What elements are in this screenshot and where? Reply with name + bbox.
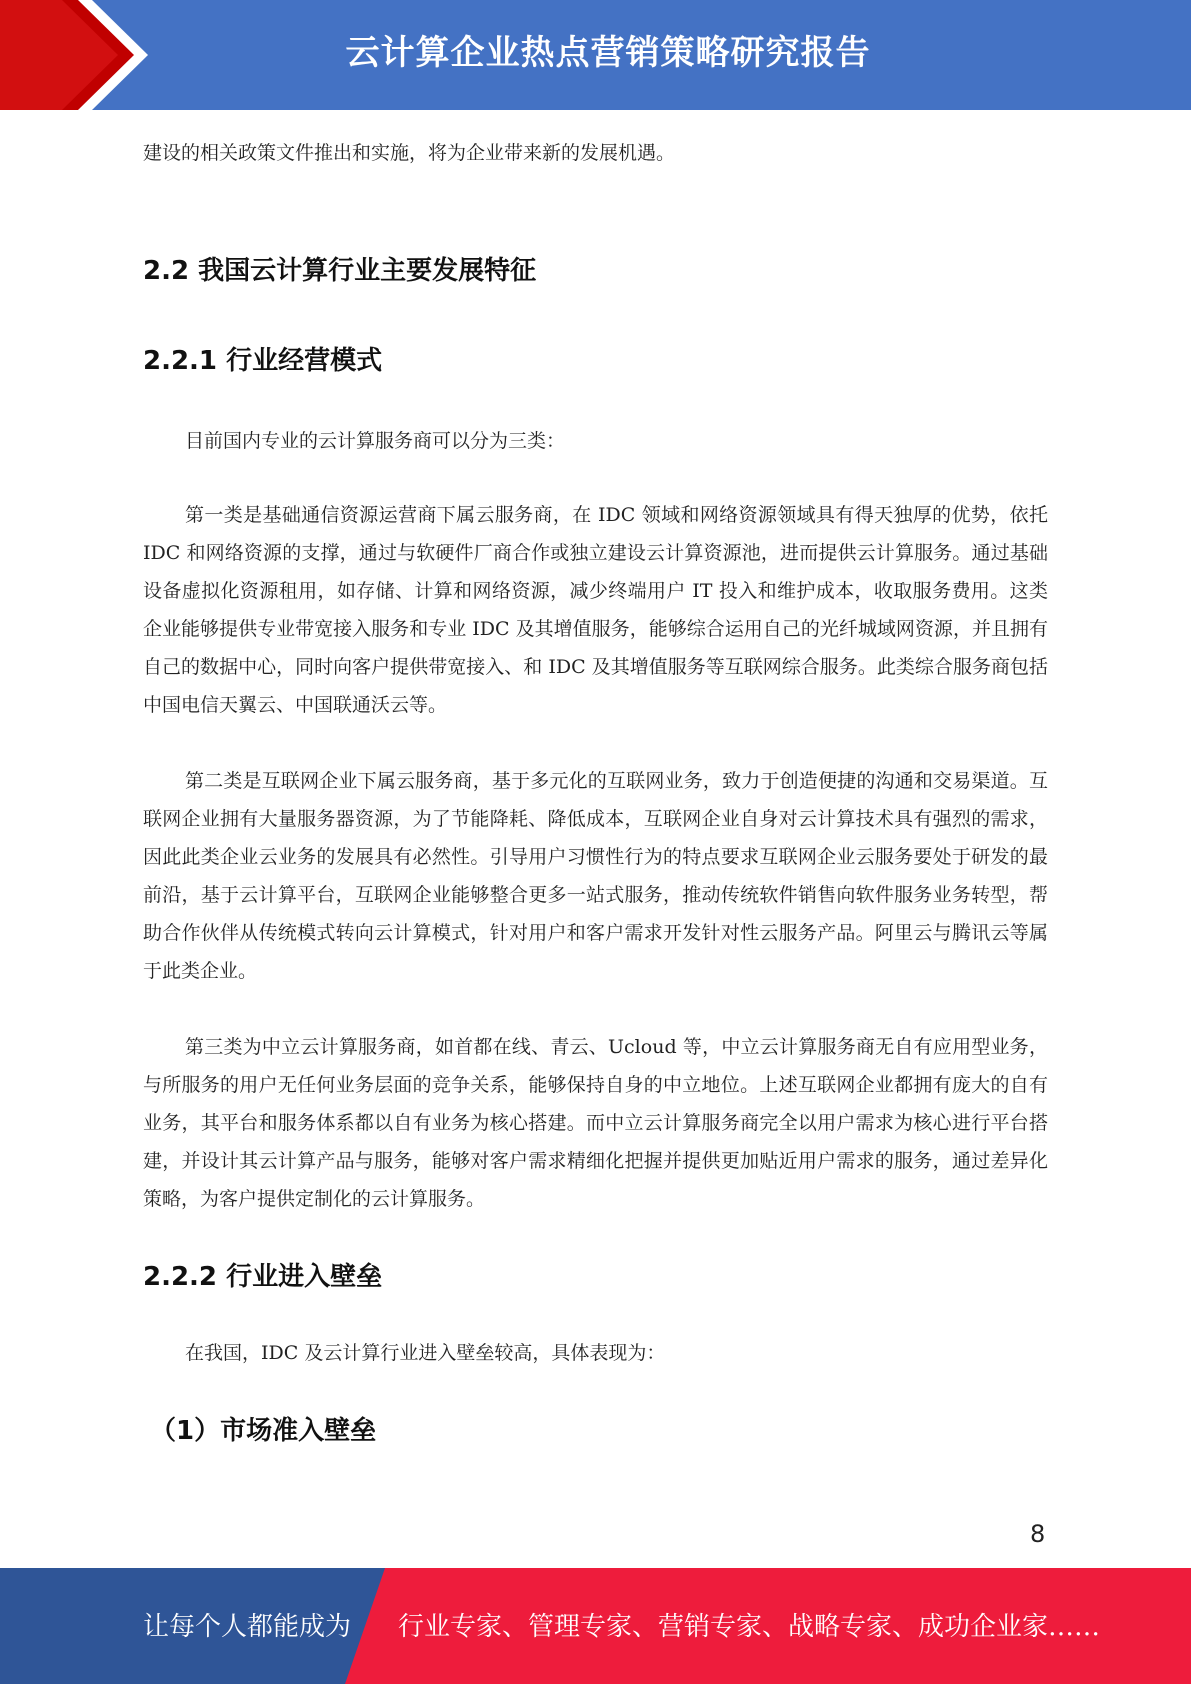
page-header bbox=[0, 0, 1191, 110]
paragraph-third-type: 第三类为中立云计算服务商，如首都在线、青云、Ucloud 等，中立云计算服务商无自有应用型业务，与所服务的用户无任何业务层面的竞争关系，能够保持自身的中立地位。上述互联网企业都拥有庞大的自有业务，其平台和服务体系都以自有业务为核心搭建。而中立云计算服务商完全以用户需求为核心进行平台搭建，并设计其云计算产品与服务，能够对客户需求精细化把握并提供更加贴近用户需求的服务，通过差异化策略，为客户提供定制化的云计算服务。 bbox=[143, 1036, 1048, 1210]
paragraph-second-type: 第二类是互联网企业下属云服务商，基于多元化的互联网业务，致力于创造便捷的沟通和交易渠道。互联网企业拥有大量服务器资源，为了节能降耗、降低成本，互联网企业自身对云计算技术具有强烈的需求，因此此类企业云业务的发展具有必然性。引导用户习惯性行为的特点要求互联网企业云服务要处于研发的最前沿，基于云计算平台，互联网企业能够整合更多一站式服务，推动传统软件销售向软件服务业务转型，帮助合作伙伴从传统模式转向云计算模式，针对用户和客户需求开发针对性云服务产品。阿里云与腾讯云等属于此类企业。 bbox=[143, 770, 1048, 982]
paragraph-barrier-intro: 在我国，IDC 及云计算行业进入壁垒较高，具体表现为： bbox=[185, 1342, 666, 1364]
sub-heading-market-access: （1）市场准入壁垒 bbox=[150, 1416, 377, 1446]
section-heading-2-2-2: 2.2.2 行业进入壁垒 bbox=[143, 1262, 383, 1292]
page-footer bbox=[0, 1568, 1191, 1684]
section-heading-2-2-1: 2.2.1 行业经营模式 bbox=[143, 346, 383, 376]
paragraph-first-type: 第一类是基础通信资源运营商下属云服务商，在 IDC 领域和网络资源领域具有得天独厚的优势，依托 IDC 和网络资源的支撑，通过与软硬件厂商合作或独立建设云计算资源池，进而提供云计算服务。通过基础设备虚拟化资源租用，如存储、计算和网络资源，减少终端用户 IT 投入和维护成本，收取服务费用。这类企业能够提供专业带宽接入服务和专业 IDC 及其增值服务，能够综合运用自己的光纤城域网资源，并且拥有自己的数据中心，同时向客户提供带宽接入、和 IDC 及其增值服务等互联网综合服务。此类综合服务商包括中国电信天翼云、中国联通沃云等。 bbox=[143, 504, 1048, 716]
section-heading-2-2: 2.2 我国云计算行业主要发展特征 bbox=[143, 256, 537, 286]
report-title: 云计算企业热点营销策略研究报告 bbox=[345, 33, 871, 73]
footer-slogan-left: 让每个人都能成为 bbox=[143, 1612, 352, 1642]
intro-line: 建设的相关政策文件推出和实施，将为企业带来新的发展机遇。 bbox=[143, 142, 676, 164]
paragraph-intro-types: 目前国内专业的云计算服务商可以分为三类： bbox=[185, 430, 566, 452]
footer-slogan-right: 行业专家、管理专家、营销专家、战略专家、成功企业家…… bbox=[398, 1612, 1101, 1642]
page-number: 8 bbox=[1030, 1520, 1046, 1548]
